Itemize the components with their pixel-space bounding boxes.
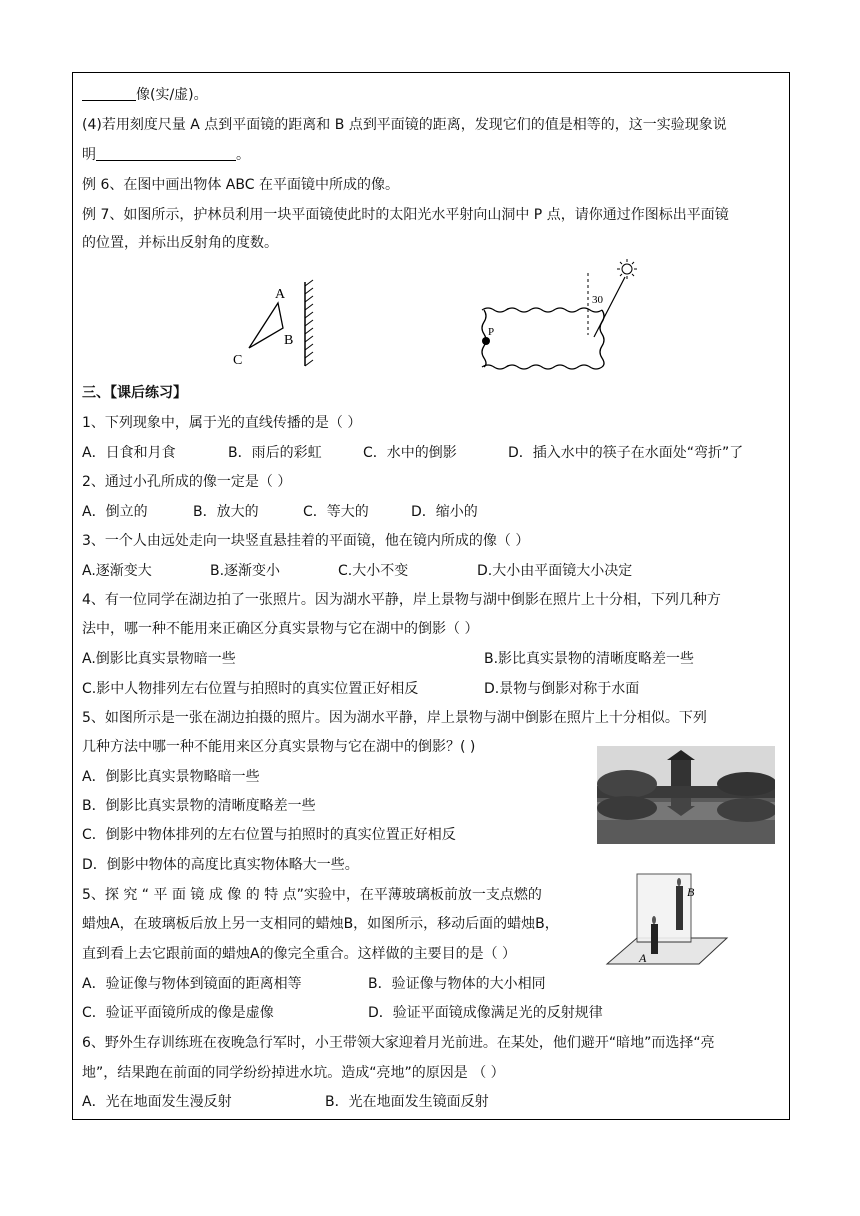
question-4-line: (4)若用刻度尺量 A 点到平面镜的距离和 B 点到平面镜的距离，发现它们的值是相等的，这一实验现象说 — [82, 117, 727, 133]
q4-option-b[interactable]: B.影比真实景物的清晰度略差一些 — [484, 651, 695, 667]
example-7-line-2: 的位置，并标出反射角的度数。 — [82, 235, 278, 251]
q6-option-b[interactable]: B．光在地面发生镜面反射 — [325, 1094, 489, 1110]
label-b: B — [284, 333, 294, 348]
q3-option-a[interactable]: A.逐渐变大 — [82, 563, 152, 579]
triangle-mirror-figure — [225, 278, 325, 368]
q5b-option-d[interactable]: D．验证平面镜成像满足光的反射规律 — [368, 1005, 603, 1021]
sun-icon — [622, 264, 632, 274]
lake-photo — [597, 746, 775, 844]
answer-blank[interactable] — [82, 86, 136, 101]
q5b-option-c[interactable]: C．验证平面镜所成的像是虚像 — [82, 1005, 274, 1021]
q1-stem: 1、下列现象中，属于光的直线传播的是（ ） — [82, 415, 362, 431]
q5b-option-b[interactable]: B．验证像与物体的大小相同 — [368, 976, 546, 992]
q1-option-b[interactable]: B．雨后的彩虹 — [228, 445, 322, 461]
q3-option-b[interactable]: B.逐渐变小 — [210, 563, 281, 579]
cave-sun-figure — [470, 255, 650, 375]
example-7-line-1: 例 7、如图所示，护林员利用一块平面镜使此时的太阳光水平射向山洞中 P 点，请你通过作图标出平面镜 — [82, 207, 729, 223]
q3-option-c[interactable]: C.大小不变 — [338, 563, 409, 579]
fill-line-1: 像(实/虚)。 — [82, 86, 208, 104]
q2-option-a[interactable]: A．倒立的 — [82, 504, 148, 520]
example-6: 例 6、在图中画出物体 ABC 在平面镜中所成的像。 — [82, 177, 399, 193]
label-p: P — [488, 326, 495, 338]
q1-option-c[interactable]: C．水中的倒影 — [363, 445, 457, 461]
q5b-stem-3: 直到看上去它跟前面的蜡烛A的像完全重合。这样做的主要目的是（ ） — [82, 946, 517, 962]
candle-b-label: B — [687, 885, 695, 899]
q4-stem-1: 4、有一位同学在湖边拍了一张照片。因为湖水平静，岸上景物与湖中倒影在照片上十分相，下列几种方 — [82, 592, 721, 608]
q2-option-c[interactable]: C．等大的 — [303, 504, 369, 520]
angle-label: 30 — [592, 294, 603, 306]
q5-stem-1: 5、如图所示是一张在湖边拍摄的照片。因为湖水平静，岸上景物与湖中倒影在照片上十分相似。下列 — [82, 710, 707, 726]
section-title: 三、【课后练习】 — [82, 385, 187, 401]
answer-blank[interactable] — [96, 146, 236, 161]
q4-option-a[interactable]: A.倒影比真实景物暗一些 — [82, 651, 236, 667]
q2-option-d[interactable]: D．缩小的 — [411, 504, 478, 520]
candle-experiment-figure — [603, 866, 729, 976]
q6-stem-2: 地”，结果跑在前面的同学纷纷掉进水坑。造成“亮地”的原因是 （ ） — [82, 1065, 505, 1081]
label-c: C — [233, 353, 243, 368]
q6-stem-1: 6、野外生存训练班在夜晚急行军时，小王带领大家迎着月光前进。在某处，他们避开“暗地”而选择“亮 — [82, 1035, 715, 1051]
q4-option-d[interactable]: D.景物与倒影对称于水面 — [484, 681, 640, 697]
q4-stem-2: 法中，哪一种不能用来正确区分真实景物与它在湖中的倒影（ ） — [82, 621, 479, 637]
q5-option-a[interactable]: A．倒影比真实景物略暗一些 — [82, 769, 260, 785]
q5b-stem-1: 5、探 究 “ 平 面 镜 成 像 的 特 点”实验中，在平薄玻璃板前放一支点燃的 — [82, 887, 542, 903]
q6-option-a[interactable]: A．光在地面发生漫反射 — [82, 1094, 232, 1110]
q5-option-b[interactable]: B．倒影比真实景物的清晰度略差一些 — [82, 798, 316, 814]
label-a: A — [275, 287, 286, 302]
q1-option-d[interactable]: D．插入水中的筷子在水面处“弯折”了 — [508, 445, 744, 461]
candle-a-label: A — [639, 951, 647, 965]
q1-option-a[interactable]: A．日食和月食 — [82, 445, 176, 461]
q5b-option-a[interactable]: A．验证像与物体到镜面的距离相等 — [82, 976, 302, 992]
q2-option-b[interactable]: B．放大的 — [193, 504, 259, 520]
q3-option-d[interactable]: D.大小由平面镜大小决定 — [477, 563, 633, 579]
q5-option-d[interactable]: D．倒影中物体的高度比真实物体略大一些。 — [82, 857, 359, 873]
q5b-stem-2: 蜡烛A，在玻璃板后放上另一支相同的蜡烛B，如图所示，移动后面的蜡烛B， — [82, 916, 559, 932]
q5-stem-2: 几种方法中哪一种不能用来区分真实景物与它在湖中的倒影？( ) — [82, 739, 476, 755]
q5-option-c[interactable]: C．倒影中物体排列的左右位置与拍照时的真实位置正好相反 — [82, 827, 456, 843]
q2-stem: 2、通过小孔所成的像一定是（ ） — [82, 474, 292, 490]
q4-option-c[interactable]: C.影中人物排列左右位置与拍照时的真实位置正好相反 — [82, 681, 419, 697]
fill-line-2: 明 。 — [82, 147, 250, 163]
q3-stem: 3、一个人由远处走向一块竖直悬挂着的平面镜，他在镜内所成的像（ ） — [82, 533, 530, 549]
